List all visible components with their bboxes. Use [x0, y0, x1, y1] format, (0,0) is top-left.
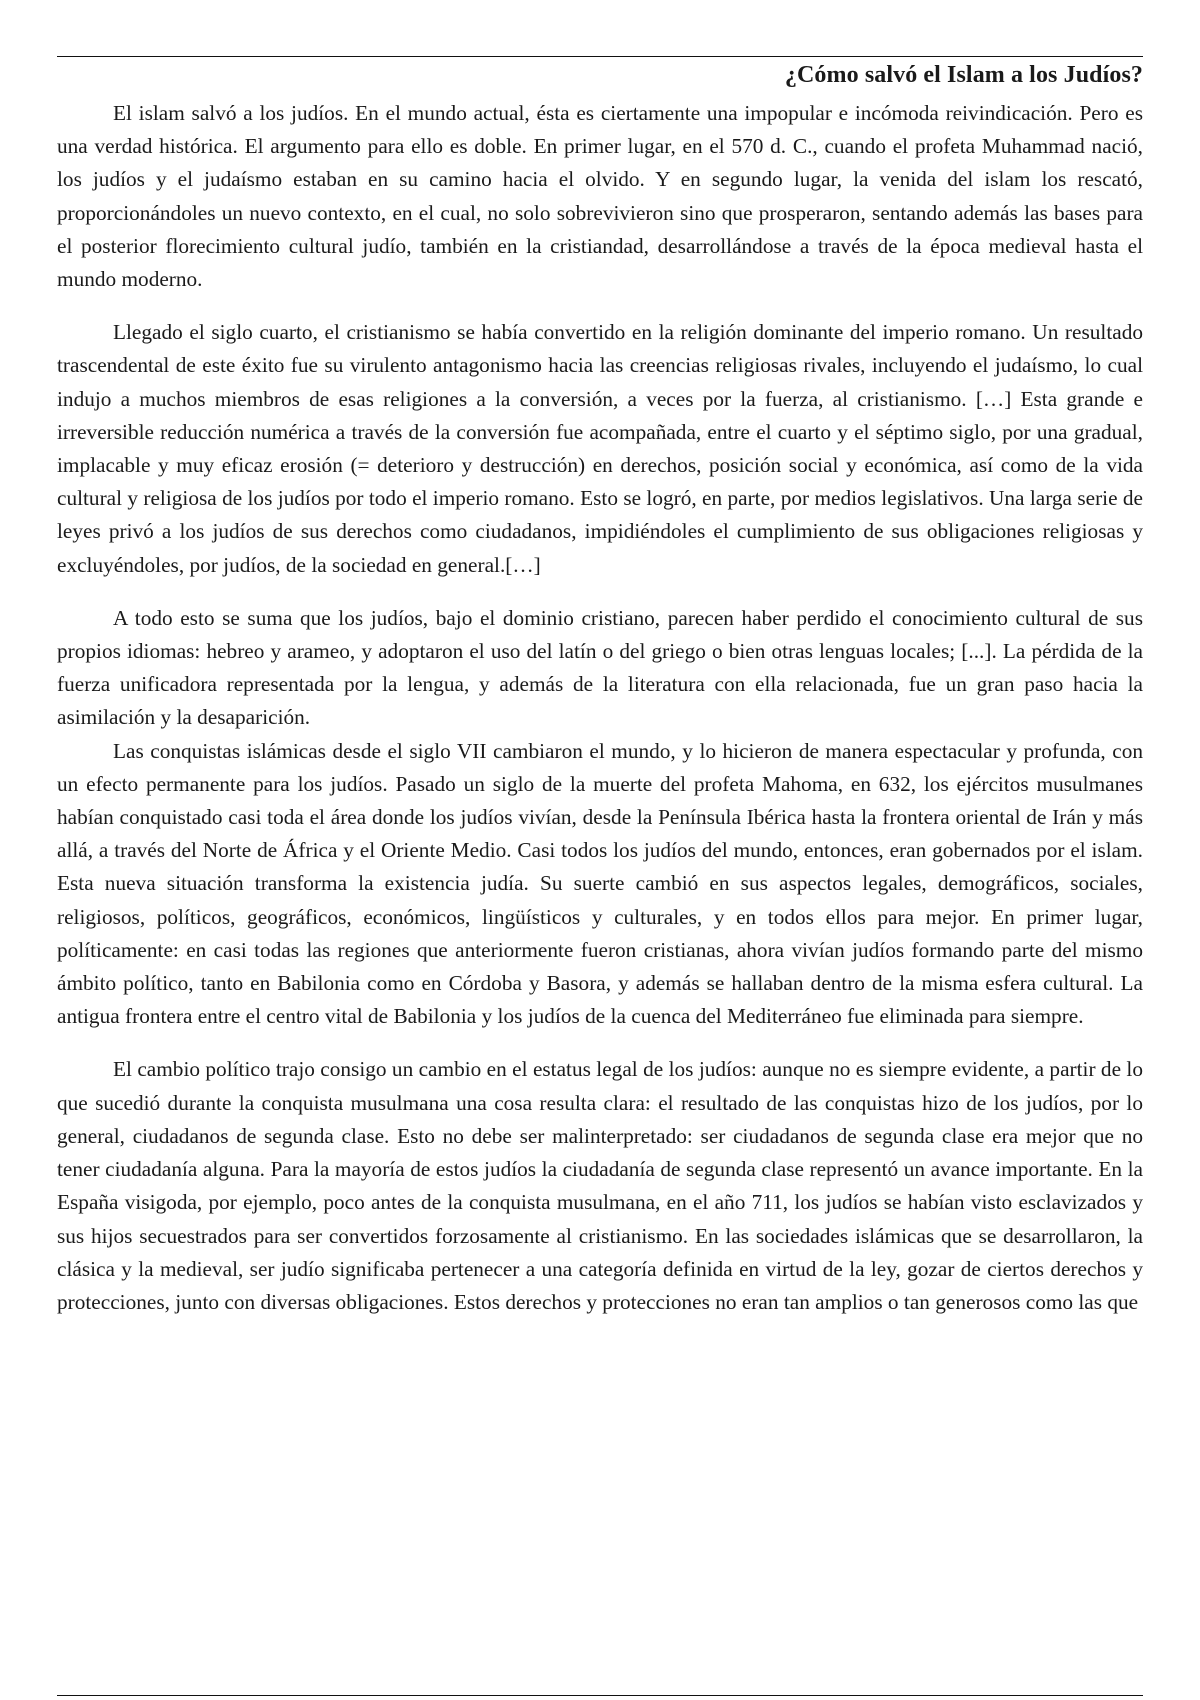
paragraph-3: A todo esto se suma que los judíos, bajo el dominio cristiano, parecen haber perdido el conocimiento cultural de sus propios idiomas: hebreo y arameo, y adoptaron el uso del latín o del griego o bien otras lenguas locales; [...]. La pérdida de la fuerza unificadora representada por la lengua, y además de la literatura con ella relacionada, fue un gran paso hacia la asimilación y la desaparición.	[57, 605, 1143, 730]
paragraph-1: El islam salvó a los judíos. En el mundo actual, ésta es ciertamente una impopular e incómoda reivindicación. Pero es una verdad histórica. El argumento para ello es doble. En primer lugar, en el 570 d. C., cuando el profeta Muhammad nació, los judíos y el judaísmo estaban en su camino hacia el olvido. Y en segundo lugar, la venida del islam los rescató, proporcionándoles un nuevo contexto, en el cual, no solo sobrevivieron sino que prosperaron, sentando además las bases para el posterior florecimiento cultural judío, también en la cristiandad, desarrollándose a través de la época medieval hasta el mundo moderno.	[57, 101, 1143, 292]
paragraph-4: Las conquistas islámicas desde el siglo VII cambiaron el mundo, y lo hicieron de manera espectacular y profunda, con un efecto permanente para los judíos. Pasado un siglo de la muerte del profeta Mahoma, en 632, los ejércitos musulmanes habían conquistado casi toda el área donde los judíos vivían, desde la Península Ibérica hasta la frontera oriental de Irán y más allá, a través del Norte de África y el Oriente Medio. Casi todos los judíos del mundo, entonces, eran gobernados por el islam. Esta nueva situación transforma la existencia judía. Su suerte cambió en sus aspectos legales, demográficos, sociales, religiosos, políticos, geográficos, económicos, lingüísticos y culturales, y en todos ellos para mejor. En primer lugar, políticamente: en casi todas las regiones que anteriormente fueron cristianas, ahora vivían judíos formando parte del mismo ámbito político, tanto en Babilonia como en Córdoba y Basora, y además se hallaban dentro de la misma esfera cultural. La antigua frontera entre el centro vital de Babilonia y los judíos de la cuenca del Mediterráneo fue eliminada para siempre.	[57, 738, 1143, 1029]
body-text	[57, 97, 1143, 1319]
header-rule	[57, 56, 1143, 57]
footer-rule	[57, 1695, 1143, 1696]
page-title: ¿Cómo salvó el Islam a los Judíos?	[784, 62, 1143, 88]
paragraph-2: Llegado el siglo cuarto, el cristianismo se había convertido en la religión dominante del imperio romano. Un resultado trascendental de este éxito fue su virulento antagonismo hacia las creencias religiosas rivales, incluyendo el judaísmo, lo cual indujo a muchos miembros de esas religiones a la conversión, a veces por la fuerza, al cristianismo. […] Esta grande e irreversible reducción numérica a través de la conversión fue acompañada, entre el cuarto y el séptimo siglo, por una gradual, implacable y muy eficaz erosión (= deterioro y destrucción) en derechos, posición social y económica, así como de la vida cultural y religiosa de los judíos por todo el imperio romano. Esto se logró, en parte, por medios legislativos. Una larga serie de leyes privó a los judíos de sus derechos como ciudadanos, impidiéndoles el cumplimiento de sus obligaciones religiosas y excluyéndoles, por judíos, de la sociedad en general.[…]	[57, 320, 1143, 577]
paragraph-5: El cambio político trajo consigo un cambio en el estatus legal de los judíos: aunque no es siempre evidente, a partir de lo que sucedió durante la conquista musulmana una cosa resulta clara: el resultado de las conquistas hizo de los judíos, por lo general, ciudadanos de segunda clase. Esto no debe ser malinterpretado: ser ciudadanos de segunda clase era mejor que no tener ciudadanía alguna. Para la mayoría de estos judíos la ciudadanía de segunda clase representó un avance importante. En la España visigoda, por ejemplo, poco antes de la conquista musulmana, en el año 711, los judíos se habían visto esclavizados y sus hijos secuestrados para ser convertidos forzosamente al cristianismo. En las sociedades islámicas que se desarrollaron, la clásica y la medieval, ser judío significaba pertenecer a una categoría definida en virtud de la ley, gozar de ciertos derechos y protecciones, junto con diversas obligaciones. Estos derechos y protecciones no eran tan amplios o tan generosos como las que	[57, 1057, 1143, 1314]
